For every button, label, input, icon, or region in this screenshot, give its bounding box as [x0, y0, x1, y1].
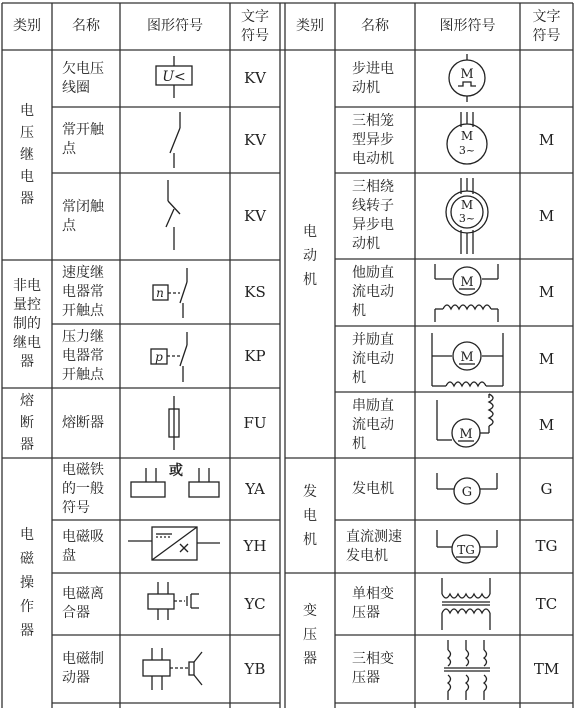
left-row-name: 熔断器: [62, 414, 104, 431]
series-dc-symbol-text: M: [459, 427, 473, 442]
right-row-name: 并励直 流电动 机: [352, 331, 394, 386]
right-row-name: 串励直 流电动 机: [352, 397, 394, 452]
left-row-code: YA: [245, 479, 265, 498]
right-row-code: M: [538, 130, 555, 149]
shunt-dc-symbol-text: M: [460, 350, 474, 365]
left-row-name: 电磁离 合器: [62, 586, 104, 621]
left-row-code: KS: [244, 282, 266, 301]
or-symbol-text: 或: [169, 463, 183, 479]
left-row-code: YC: [244, 594, 266, 613]
right-row-name: 发电机: [352, 480, 394, 497]
category-voltage-relay: 电 压 继 电 器: [20, 103, 34, 207]
wound-symbol-text-3: 3~: [458, 212, 476, 225]
undervoltage-symbol-text: U<: [162, 69, 186, 85]
left-row-name: 压力继 电器常 开触点: [62, 328, 104, 383]
right-row-code: M: [538, 415, 555, 434]
left-row-name: 电磁铁 的一般 符号: [62, 461, 104, 516]
right-row-name: 他励直 流电动 机: [352, 265, 394, 319]
right-row-code: M: [538, 349, 555, 368]
electromagnetic-chuck-icon: [128, 527, 220, 560]
right-row-code: TM: [533, 659, 560, 678]
separately-excited-dc-motor-icon: [435, 264, 498, 322]
generator-symbol-text: G: [461, 485, 473, 500]
header-category-left: 类别: [13, 18, 41, 34]
header-code-right: 文字 符号: [532, 8, 561, 44]
category-motor: 电 动 机: [303, 224, 317, 288]
right-row-name: 三相笼 型异步 电动机: [352, 112, 394, 167]
left-row-name: 电磁制 动器: [62, 651, 104, 686]
left-row-code: KV: [243, 130, 267, 149]
right-row-name: 直流测速 发电机: [346, 528, 402, 564]
category-transformer: 变 压 器: [303, 603, 317, 667]
wound-symbol-text-m: M: [460, 198, 474, 212]
speed-symbol-text: n: [156, 286, 164, 300]
normally-open-contact-icon: [170, 112, 180, 168]
cage-symbol-text-m: M: [460, 129, 474, 143]
left-row-name: 速度继 电器常 开触点: [62, 264, 104, 319]
category-non-electric-relay: 非电 量控 制的 继电 器: [13, 277, 41, 370]
left-row-code: YB: [244, 659, 266, 678]
right-row-code: M: [538, 283, 555, 301]
left-row-name: 常开触 点: [62, 122, 104, 157]
right-row-name: 三相变 压器: [352, 651, 394, 686]
fuse-icon: [169, 396, 179, 450]
right-row-code: [520, 50, 573, 107]
category-fuse: 熔 断 器: [20, 393, 34, 453]
tacho-symbol-text: TG: [457, 543, 475, 557]
left-row-code: FU: [243, 413, 267, 432]
right-row-code: M: [538, 206, 555, 225]
header-symbol-left: 图形符号: [147, 18, 203, 34]
category-electromagnetic-operator: 电 磁 操 作 器: [20, 527, 34, 639]
stepper-symbol-text: M: [460, 67, 474, 82]
category-generator: 发 电 机: [303, 483, 317, 548]
right-row-name: 三相绕 线转子 异步电 动机: [352, 179, 394, 252]
left-row-code: YH: [243, 537, 267, 555]
left-row-code: KV: [243, 69, 267, 87]
left-row-code: KV: [243, 207, 267, 225]
left-row-code: KP: [244, 346, 266, 365]
left-row-name: 常闭触 点: [62, 198, 104, 234]
cage-symbol-text-3: 3~: [458, 144, 476, 157]
pressure-symbol-text: p: [155, 350, 163, 364]
three-phase-transformer-icon: [444, 640, 490, 700]
left-row-name: 欠电压 线圈: [62, 60, 104, 96]
single-phase-transformer-icon: [442, 578, 490, 630]
header-code-left: 文字 符号: [241, 8, 269, 44]
right-row-code: TG: [535, 537, 558, 555]
header-category-right: 类别: [296, 18, 324, 34]
normally-closed-contact-icon: [166, 180, 180, 250]
header-name-right: 名称: [361, 18, 389, 34]
header-symbol-right: 图形符号: [439, 18, 496, 34]
right-row-code: TC: [535, 594, 558, 613]
header-name-left: 名称: [72, 18, 100, 34]
right-row-name: 步进电 动机: [352, 60, 394, 96]
electromagnetic-clutch-icon: [148, 582, 199, 620]
left-row-name: 电磁吸 盘: [62, 528, 104, 564]
right-row-code: G: [540, 479, 553, 498]
sep-dc-symbol-text: M: [460, 275, 474, 290]
right-row-name: 单相变 压器: [352, 586, 394, 621]
electromagnetic-brake-icon: [143, 648, 202, 690]
